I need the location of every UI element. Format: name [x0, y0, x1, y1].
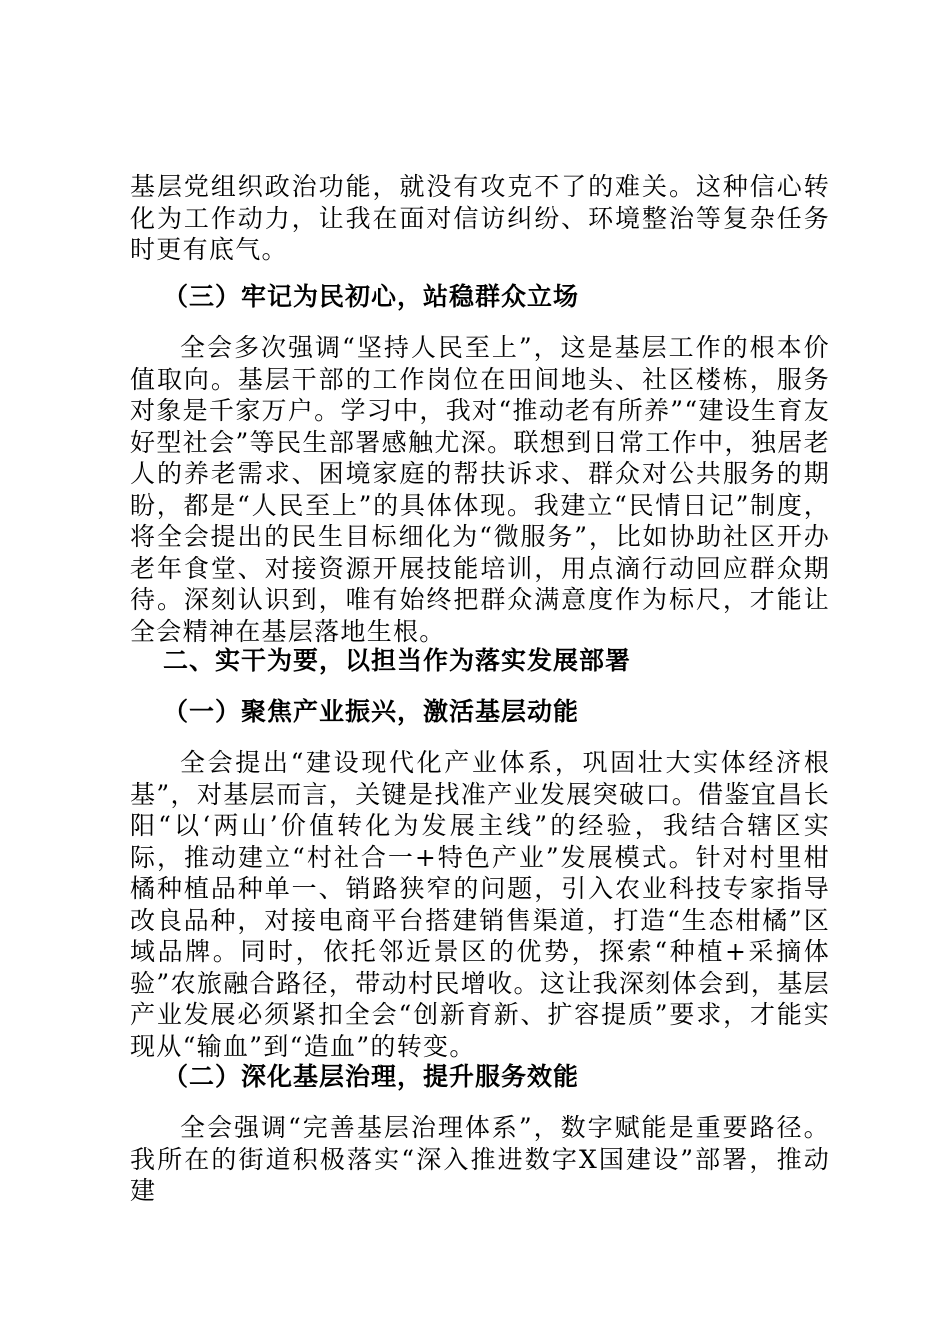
body-paragraph-1: 基层党组织政治功能，就没有攻克不了的难关。这种信心转化为工作动力，让我在面对信访纠纷、环境整治等复杂任务时更有底气。 — [130, 172, 830, 264]
chapter-heading-2: 二、实干为要，以担当作为落实发展部署 — [163, 646, 632, 675]
body-paragraph-3: 全会提出“建设现代化产业体系，巩固壮大实体经济根基”，对基层而言，关键是找准产业发展突破口。借鉴宜昌长阳“以‘两山’价值转化为发展主线”的经验，我结合辖区实际，推动建立“村社合一+特色产业”发展模式。针对村里柑橘种植品种单一、销路狭窄的问题，引入农业科技专家指导改良品种，对接电商平台搭建销售渠道，打造“生态柑橘”区域品牌。同时，依托邻近景区的优势，探索“种植+采摘体验”农旅融合路径，带动村民增收。这让我深刻体会到，基层产业发展必须紧扣全会“创新育新、扩容提质”要求，才能实现从“输血”到“造血”的转变。 — [130, 748, 830, 1061]
section-heading-3-1: （三）牢记为民初心，站稳群众立场 — [163, 282, 580, 311]
section-heading-2-1: （一）聚焦产业振兴，激活基层动能 — [163, 697, 580, 726]
section-heading-2-2: （二）深化基层治理，提升服务效能 — [163, 1062, 580, 1091]
body-paragraph-2: 全会多次强调“坚持人民至上”，这是基层工作的根本价值取向。基层干部的工作岗位在田间地头、社区楼栋，服务对象是千家万户。学习中，我对“推动老有所养”“建设生育友好型社会”等民生部署感触尤深。联想到日常工作中，独居老人的养老需求、困境家庭的帮扶诉求、群众对公共服务的期盼，都是“人民至上”的具体体现。我建立“民情日记”制度，将全会提出的民生目标细化为“微服务”，比如协助社区开办老年食堂、对接资源开展技能培训，用点滴行动回应群众期待。深刻认识到，唯有始终把群众满意度作为标尺，才能让全会精神在基层落地生根。 — [130, 333, 830, 646]
body-paragraph-4: 全会强调“完善基层治理体系”，数字赋能是重要路径。我所在的街道积极落实“深入推进数字X国建设”部署，推动建 — [130, 1113, 830, 1205]
